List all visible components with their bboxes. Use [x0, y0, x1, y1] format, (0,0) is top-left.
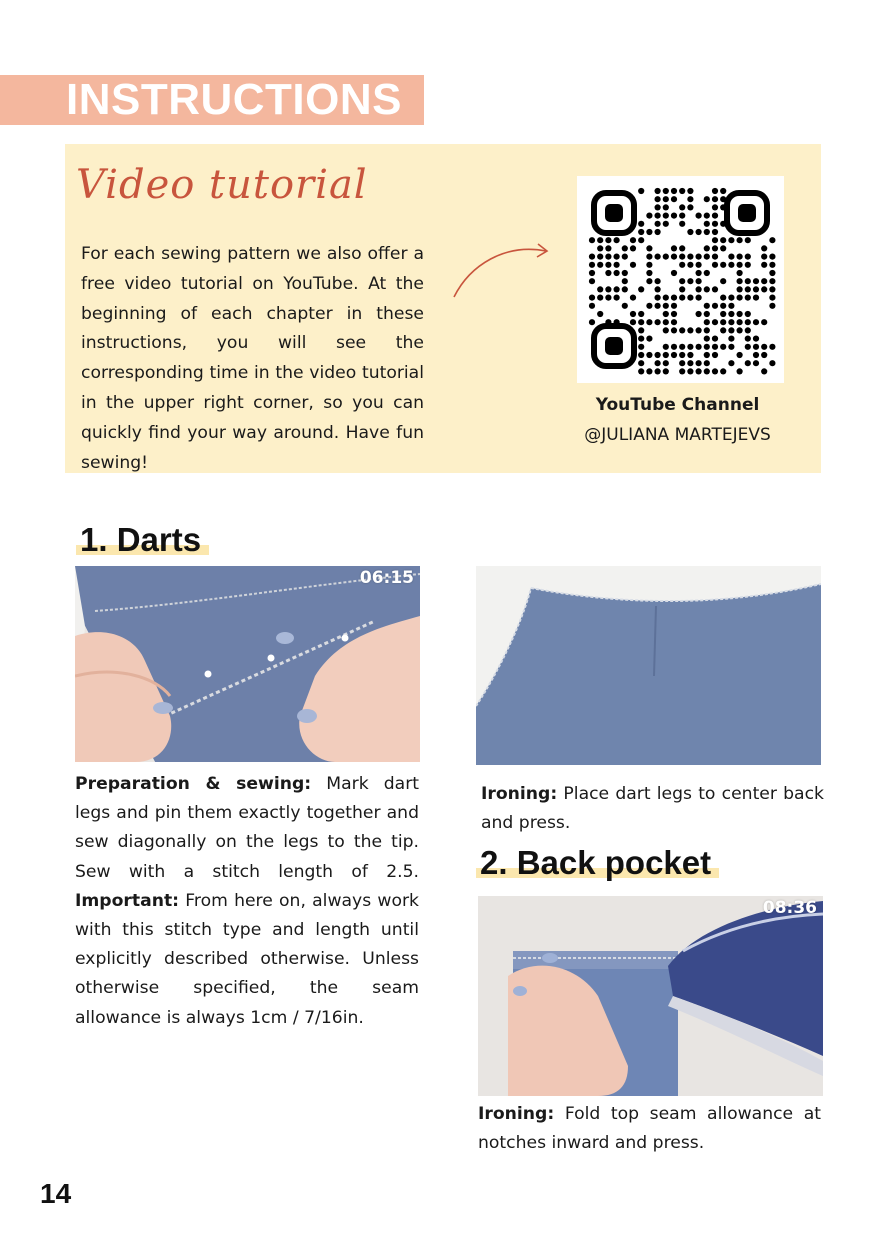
youtube-channel-label: YouTube Channel — [595, 395, 760, 415]
youtube-channel-handle: @JULIANA MARTEJEVS — [584, 425, 771, 445]
caption-label: Preparation & sewing: — [75, 774, 312, 794]
section-heading-darts: 1. Darts — [76, 520, 209, 560]
caption-text: Fold top seam allowance at notches inward and press. — [478, 1104, 821, 1154]
caption-text: Mark dart legs and pin them exactly together and sew diagonally on the legs to the tip. Sew with a stitch length of 2.5. — [75, 774, 420, 882]
qr-code[interactable] — [577, 176, 784, 383]
video-timestamp: 08:36 — [762, 898, 817, 918]
video-tutorial-text: For each sewing pattern we also offer a free video tutorial on YouTube. At the beginning of each chapter in these instructions, you will see the corresponding time in the video tutorial in the upper right corner, so you can quickly find your way around. Have fun sewing! — [81, 244, 424, 473]
caption-text: Place dart legs to center back and press. — [481, 784, 824, 834]
qr-code-icon — [577, 176, 784, 383]
photo-pinning-dart — [75, 566, 420, 762]
page-number: 14 — [40, 1178, 72, 1209]
photo-ironed-dart — [476, 566, 821, 765]
caption-text-important: From here on, always work with this stitch type and length until explicitly described otherwise. Unless otherwise specified, the seam allowance is always 1cm / 7/16in. — [75, 890, 419, 1028]
caption-label-important: Important: — [75, 890, 180, 911]
caption-darts-ironing — [481, 780, 824, 838]
video-timestamp: 06:15 — [359, 568, 414, 588]
arrow-icon — [450, 235, 560, 305]
video-tutorial-title: Video tutorial — [76, 162, 368, 208]
page-title: INSTRUCTIONS — [66, 75, 402, 124]
caption-label: Ironing: — [481, 784, 558, 804]
caption-label: Ironing: — [478, 1104, 555, 1124]
photo-ironing-pocket — [478, 896, 823, 1096]
caption-pocket-ironing — [478, 1100, 821, 1158]
caption-darts-preparation — [75, 770, 419, 1033]
section-heading-back-pocket: 2. Back pocket — [476, 843, 719, 883]
